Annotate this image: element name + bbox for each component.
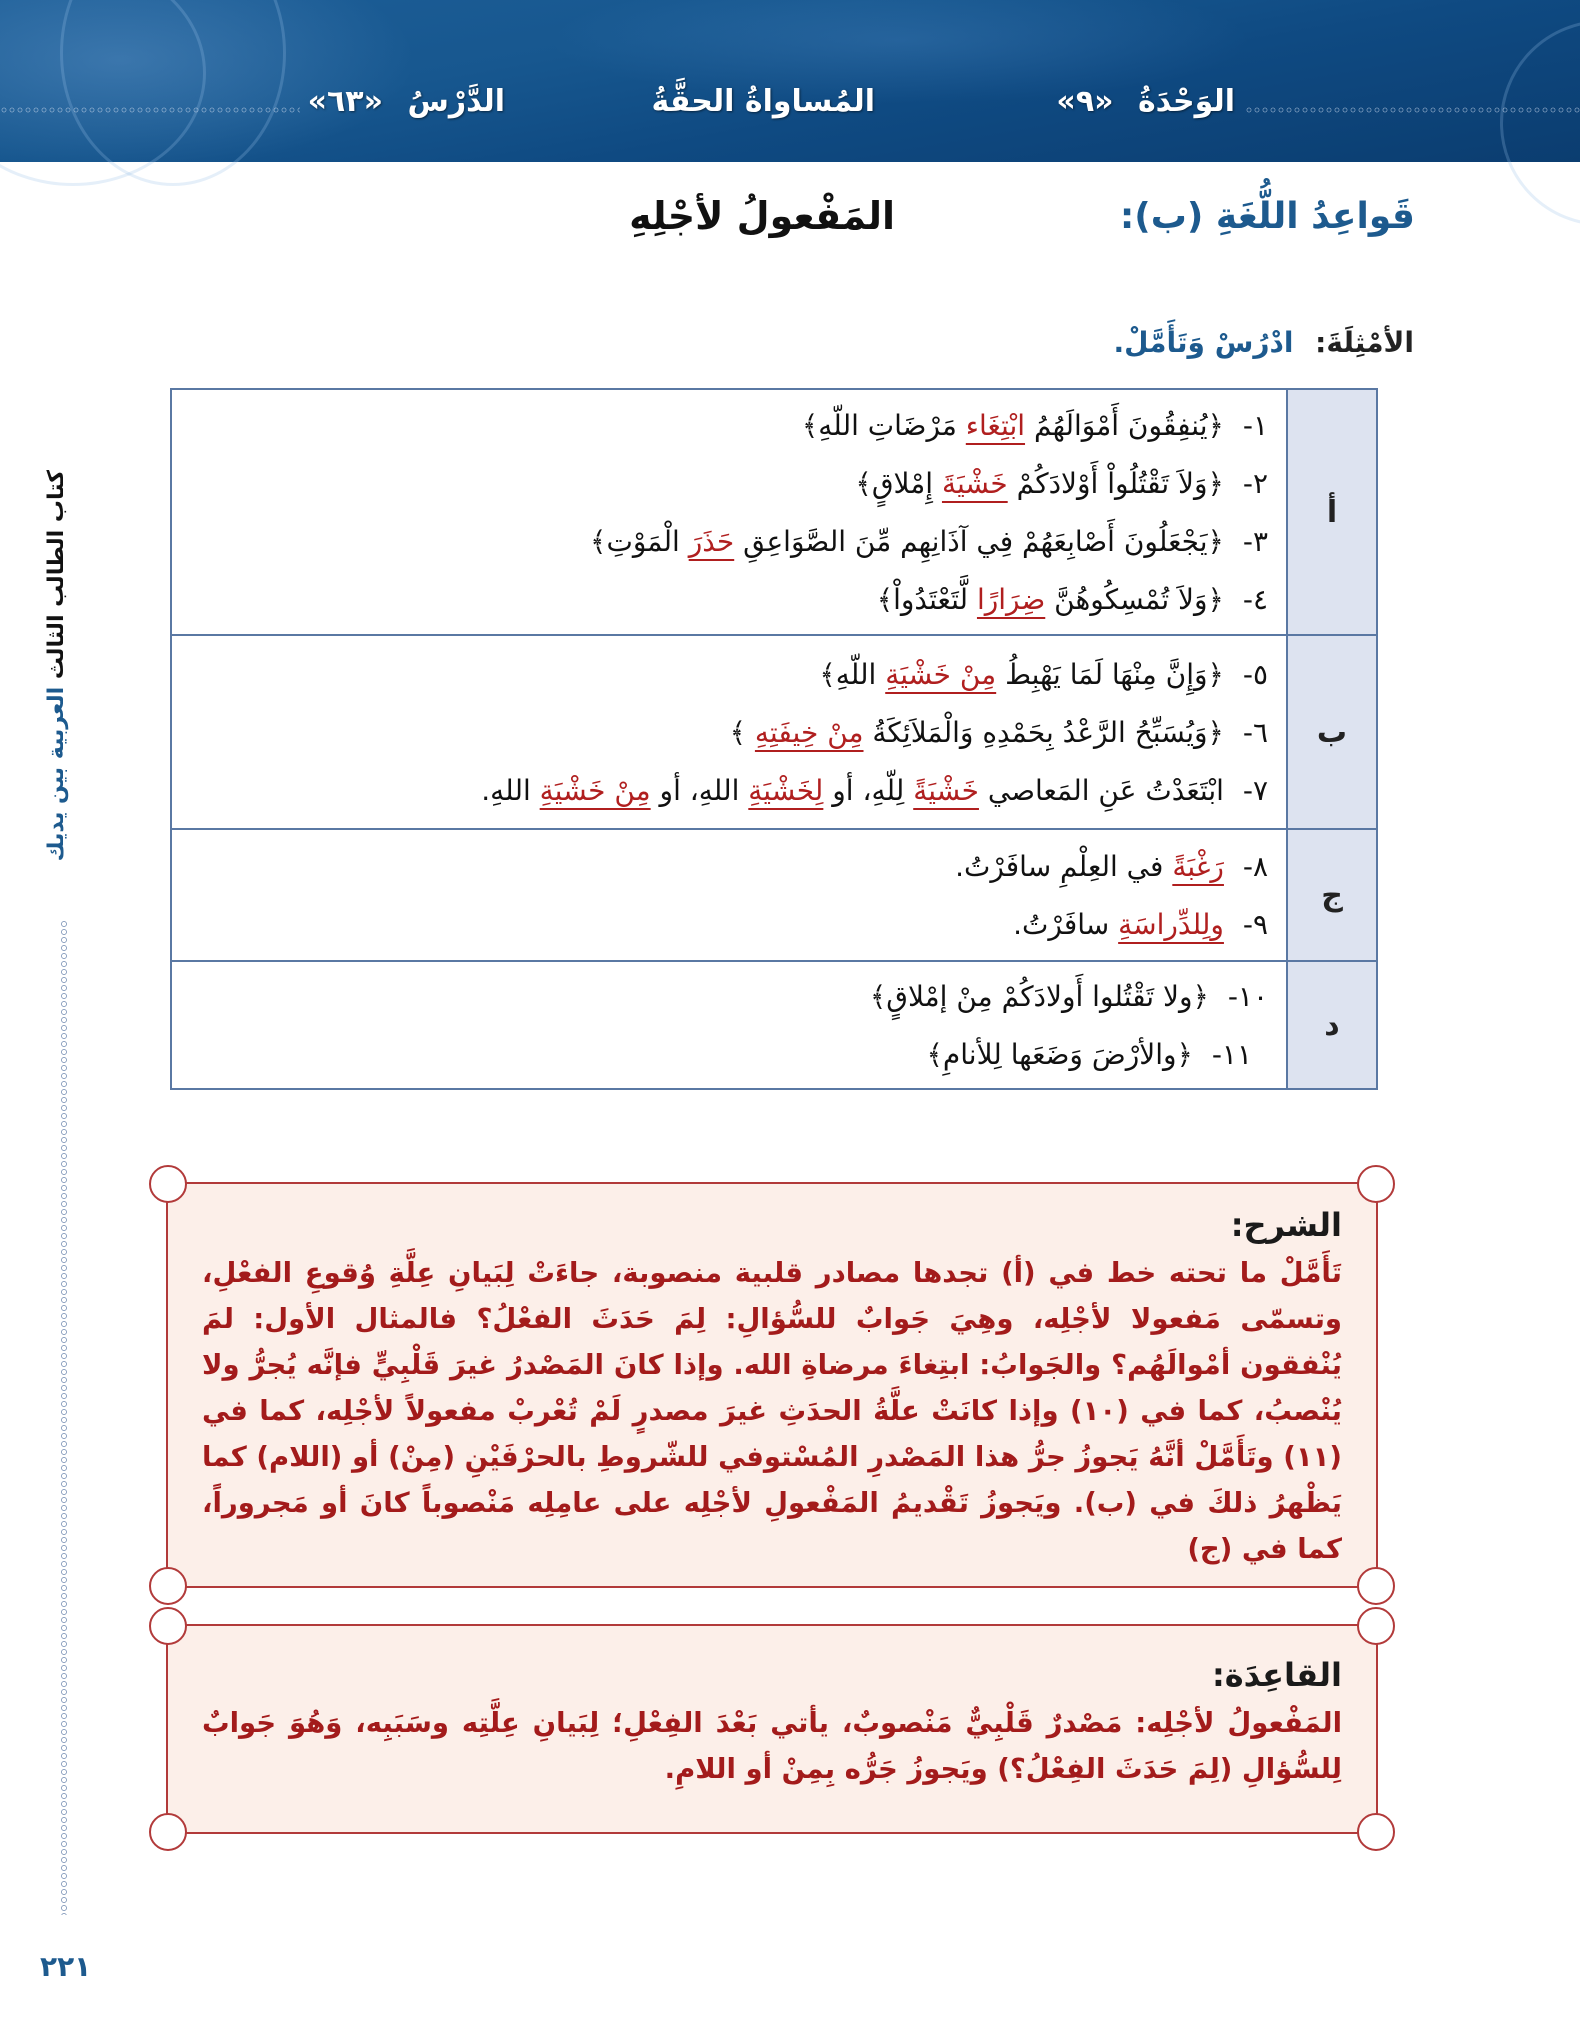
explanation-body: تَأَمَّلْ ما تحته خط في (أ) تجدها مصادر قلبية منصوبة، جاءَتْ لِبَيانِ عِلَّةِ وُقوعِ الفعْلِ، وتسمّى مَفعولا لأجْلِه، وهِيَ جَوابٌ للسُّؤالِ: لِمَ حَدَثَ الفعْلُ؟ فالمثال الأول: لمَ يُنْفقون أمْوالَهُم؟ والجَوابُ: ابتِغاءَ مرضاةِ الله. وإذا كانَ المَصْدرُ غيرَ قَلْبِيٍّ فإنَّه يُجرُّ ولا يُنْصبُ، كما في (١٠) وإذا كانَتْ علَّةُ الحدَثِ غيرَ مصدرٍ لَمْ تُعْربْ مفعولاً لأجْلِه، كما في (١١) وتَأَمَّلْ أنَّهُ يَجوزُ جرُّ هذا المَصْدرِ المُسْتوفي للشّروطِ بالحرْفَيْنِ (مِنْ) أو (اللام) كما يَظْهرُ ذلكَ في (ب). ويَجوزُ تَقْديمُ المَفْعولِ لأجْلِه على عامِلِه مَنْصوباً كانَ أو مَجروراً، كما في (ج) <box>202 1257 1342 1565</box>
group-items <box>171 961 1287 1089</box>
group-label: أ <box>1287 389 1377 635</box>
examples-intro <box>1114 326 1414 359</box>
rule-title: القاعِدَة: <box>1211 1656 1342 1694</box>
page-number: ٢٢١ <box>40 1950 92 1983</box>
example-item: ٥- ﴿وَإِنَّ مِنْهَا لَمَا يَهْبِطُ مِنْ خَشْيَةِ اللّهِ﴾ <box>819 658 1268 691</box>
sidebar-ornament-chain <box>60 920 68 1915</box>
highlighted-word: مِنْ خِيفَتِهِ <box>754 716 864 749</box>
group-items <box>171 635 1287 829</box>
table-row <box>171 389 1377 635</box>
group-items <box>171 389 1287 635</box>
lesson-title: المُساواةُ الحقَّةُ <box>651 84 875 119</box>
lesson-number: «٦٣» <box>307 84 383 119</box>
example-item: ١١- ﴿والأرْضَ وَضَعَها لِلأنامِ﴾ <box>926 1038 1252 1071</box>
example-item: ٤- ﴿وَلاَ تُمْسِكُوهُنَّ ضِرَارًا لَّتَعْتَدُواْ﴾ <box>876 583 1268 616</box>
group-items <box>171 829 1287 961</box>
rule-body: المَفْعولُ لأجْلِه: مَصْدرٌ قَلْبِيٌّ مَنْصوبٌ، يأتي بَعْدَ الفِعْلِ؛ لِبَيانِ عِلَّتِه وسَبَبِه، وَهُوَ جَوابٌ لِلسُّؤالِ (لِمَ حَدَثَ الفِعْلُ؟) ويَجوزُ جَرُّه بِمِنْ أو اللامِ. <box>202 1707 1342 1785</box>
explanation-title: الشرح: <box>1230 1206 1342 1244</box>
examples-table <box>170 388 1378 1090</box>
highlighted-word: حَذَرَ <box>688 525 735 558</box>
highlighted-word: خَشْيَةَ <box>941 467 1008 500</box>
header-ornament-line-left <box>0 106 300 114</box>
example-item: ١- ﴿يُنفِقُونَ أَمْوَالَهُمُ ابْتِغَاء مَرْضَاتِ اللّهِ﴾ <box>801 409 1268 442</box>
example-item: ١٠- ﴿ولا تَقْتُلوا أَولادَكُمْ مِنْ إمْلاقٍ﴾ <box>869 980 1268 1013</box>
section-label: قَواعِدُ اللُّغَةِ (ب): <box>1119 196 1415 237</box>
table-row <box>171 829 1377 961</box>
example-item: ٣- ﴿يَجْعَلُونَ أَصْابِعَهُمْ فِي آذَانِهِم مِّنَ الصَّوَاعِقِ حَذَرَ الْمَوْتِ﴾ <box>590 525 1268 558</box>
example-item: ٧- ابْتَعَدْتُ عَنِ المَعاصي خَشْيَةً لِلّهِ، أو لِخَشْيَةِ اللهِ، أو مِنْ خَشْيَةِ اللهِ. <box>481 774 1268 807</box>
highlighted-word: لِخَشْيَةِ <box>748 774 824 807</box>
example-item: ٢- ﴿وَلاَ تَقْتُلُواْ أَوْلادَكُمْ خَشْيَةَ إِمْلاقٍ﴾ <box>855 467 1268 500</box>
highlighted-word: مِنْ خَشْيَةِ <box>885 658 997 691</box>
lesson-label: الدَّرْسُ <box>407 84 505 119</box>
highlighted-word: ولِلدِّراسَةِ <box>1118 908 1224 941</box>
highlighted-word: مِنْ خَشْيَةِ <box>539 774 651 807</box>
highlighted-word: خَشْيَةً <box>913 774 979 807</box>
book-name: كتاب الطالب الثالث <box>44 470 69 680</box>
examples-label: الأمْثِلَةَ: <box>1315 326 1414 359</box>
example-item: ٨- رَغْبَةً في العِلْمِ سافَرْتُ. <box>955 850 1268 883</box>
unit-number: «٩» <box>1056 84 1114 119</box>
table-row <box>171 961 1377 1089</box>
highlighted-word: رَغْبَةً <box>1172 850 1224 883</box>
rule-box <box>166 1624 1378 1834</box>
page-title: المَفْعولُ لأجْلِهِ <box>629 194 895 238</box>
group-label: ب <box>1287 635 1377 829</box>
example-item: ٦- ﴿وَيُسَبِّحُ الرَّعْدُ بِحَمْدِهِ وَالْمَلاَئِكَةُ مِنْ خِيفَتِهِ ﴾ <box>729 716 1268 749</box>
examples-instruction: ادْرُسْ وَتَأَمَّلْ. <box>1113 326 1294 359</box>
sidebar-book-title <box>44 470 69 921</box>
example-item: ٩- ولِلدِّراسَةِ سافَرْتُ. <box>1013 908 1268 941</box>
highlighted-word: ضِرَارًا <box>976 583 1046 616</box>
decorative-swirl <box>1500 20 1580 226</box>
group-label: ج <box>1287 829 1377 961</box>
series-name: العربية بين يديك <box>44 686 69 862</box>
group-label: د <box>1287 961 1377 1089</box>
explanation-box <box>166 1182 1378 1588</box>
unit-heading <box>1056 84 1235 119</box>
unit-label: الوَحْدَةُ <box>1137 84 1235 119</box>
table-row <box>171 635 1377 829</box>
highlighted-word: ابْتِغَاء <box>965 409 1026 442</box>
lesson-heading <box>308 84 505 119</box>
header-banner <box>0 0 1580 162</box>
header-ornament-line-right <box>1245 106 1580 114</box>
